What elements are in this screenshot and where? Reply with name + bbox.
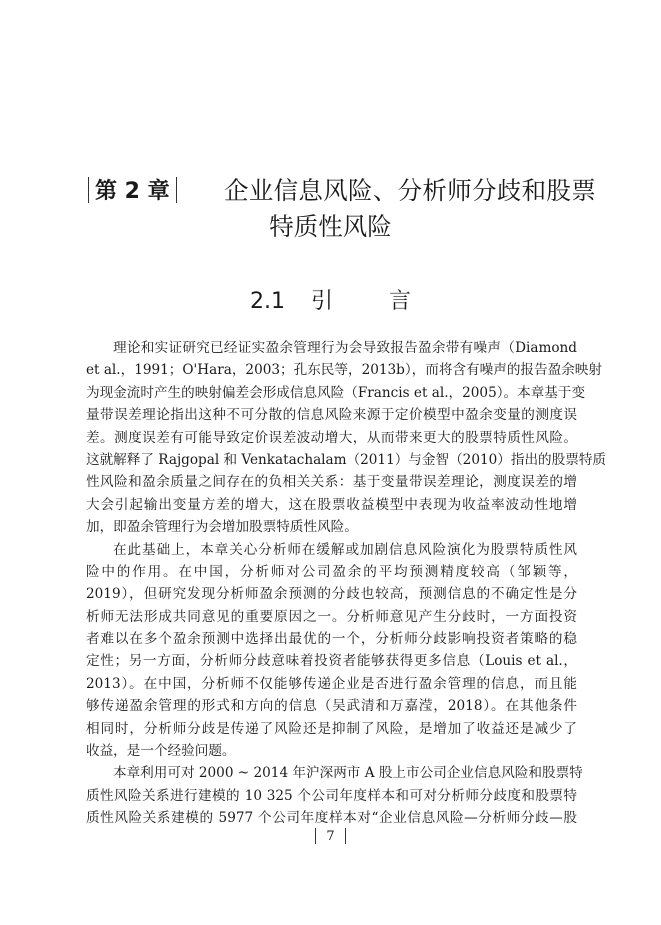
body-text <box>86 337 607 830</box>
text-line: 质性风险关系进行建模的 10 325 个公司年度样本和可对分析师分歧度和股票特 <box>86 787 577 804</box>
chapter-number: 第 2 章 <box>95 179 170 204</box>
text-line: 险中的作用。在中国，分析师对公司盈余的平均预测精度较高（邹颖等， <box>86 563 577 580</box>
text-line: 2019），但研究发现分析师盈余预测的分歧也较高，预测信息的不确定性是分 <box>86 586 577 603</box>
divider <box>345 828 346 844</box>
section-title-a: 引 <box>310 289 333 314</box>
divider <box>176 177 177 203</box>
page-number: 7 <box>326 828 335 844</box>
section-title-b: 言 <box>389 289 412 314</box>
paragraph <box>86 337 607 539</box>
text-line: 本章利用可对 2000 ~ 2014 年沪深两市 A 股上市公司企业信息风险和股票特 <box>113 765 583 782</box>
text-line: 差。测度误差有可能导致定价误差波动增大，从而带来更大的股票特质性风险。 <box>86 429 577 446</box>
text-line: 加，即盈余管理行为会增加股票特质性风险。 <box>86 519 358 536</box>
section-number: 2.1 <box>249 289 285 314</box>
paragraph <box>86 539 577 763</box>
paragraph <box>86 762 583 829</box>
chapter-title-line2: 特质性风险 <box>269 212 392 241</box>
text-line: 为现金流时产生的映射偏差会形成信息风险（Francis et al.，2005）。本章基于变 <box>86 384 586 401</box>
section-heading <box>0 284 661 315</box>
text-line: et al.，1991；O'Hara，2003；孔东民等，2013b），而将含有噪声的报告盈余映射 <box>86 362 602 379</box>
text-line: 2013）。在中国，分析师不仅能够传递企业是否进行盈余管理的信息，而且能 <box>86 675 577 692</box>
text-line: 大会引起输出变量方差的增大，这在股票收益模型中表现为收益率波动性地增 <box>86 496 577 513</box>
text-line: 在此基础上，本章关心分析师在缓解或加剧信息风险演化为股票特质性风 <box>113 541 577 558</box>
text-line: 收益，是一个经验问题。 <box>86 743 236 760</box>
chapter-label <box>82 174 183 205</box>
text-line: 析师无法形成共同意见的重要原因之一。分析师意见产生分歧时，一方面投资 <box>86 608 577 625</box>
page-footer <box>0 828 661 844</box>
text-line: 这就解释了 Rajgopal 和 Venkatachalam（2011）与金智（2010）指出的股票特质 <box>86 451 607 468</box>
text-line: 相同时，分析师分歧是传递了风险还是抑制了风险，是增加了收益还是减少了 <box>86 720 577 737</box>
text-line: 性风险和盈余质量之间存在的负相关关系：基于变量带误差理论，测度误差的增 <box>86 474 577 491</box>
divider <box>88 177 89 203</box>
divider <box>315 828 316 844</box>
text-line: 定性；另一方面，分析师分歧意味着投资者能够获得更多信息（Louis et al.， <box>86 653 577 670</box>
text-line: 量带误差理论指出这种不可分散的信息风险来源于定价模型中盈余变量的测度误 <box>86 407 577 424</box>
text-line: 者难以在多个盈余预测中选择出最优的一个，分析师分歧影响投资者策略的稳 <box>86 631 577 648</box>
chapter-title-line1: 企业信息风险、分析师分歧和股票 <box>224 176 596 205</box>
text-line: 理论和实证研究已经证实盈余管理行为会导致报告盈余带有噪声（Diamond <box>113 340 577 356</box>
text-line: 够传递盈余管理的形式和方向的信息（吴武清和万嘉滢，2018）。在其他条件 <box>86 698 577 715</box>
text-line: 质性风险关系建模的 5977 个公司年度样本对“企业信息风险—分析师分歧—股 <box>86 810 577 827</box>
